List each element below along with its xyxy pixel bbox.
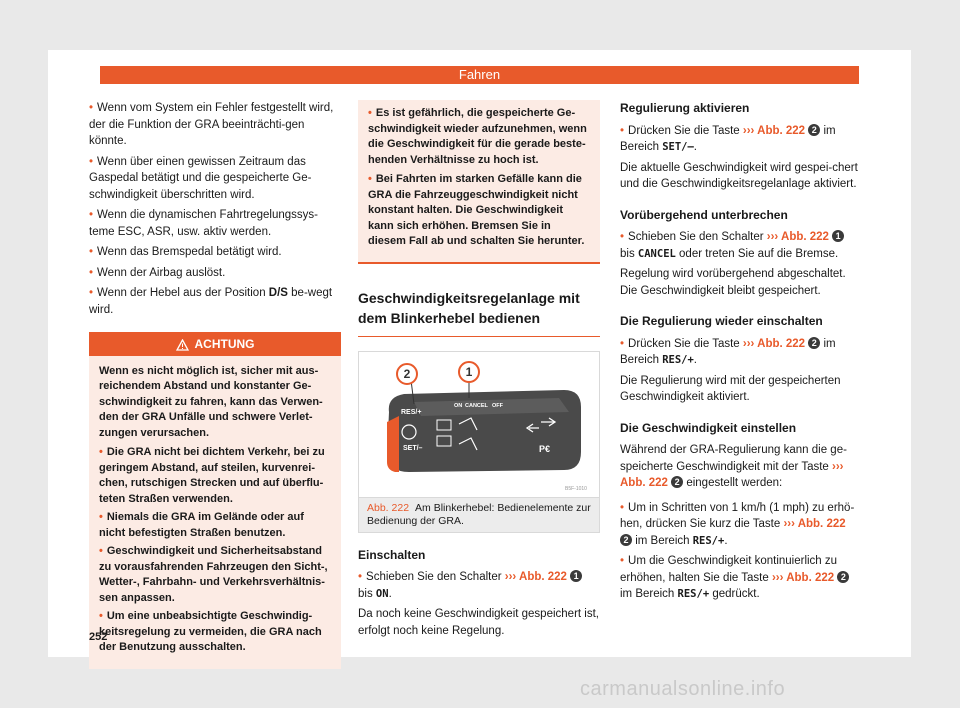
- figure-lever: [358, 351, 600, 498]
- paragraph: Die Regulierung wird mit der gespeicherten Geschwindigkeit aktiviert.: [620, 374, 841, 403]
- warning-triangle-icon: [176, 339, 189, 351]
- watermark: carmanualsonline.info: [580, 678, 786, 700]
- list-item: • Um in Schritten von 1 km/h (1 mph) zu erhö-hen, drücken Sie kurz die Taste ››› Abb. 222 2 im Bereich RES/+.: [620, 501, 855, 547]
- figure-link[interactable]: ››› Abb. 222: [766, 231, 829, 243]
- on-label: ON: [454, 402, 463, 409]
- list-item: • Um eine unbeabsichtigte Geschwindig-keitsregelung zu vermeiden, die GRA nach der Benutzung ausschalten.: [99, 610, 322, 653]
- heading-wieder-einschalten: Die Regulierung wieder einschalten: [620, 314, 823, 328]
- figure-link[interactable]: ››› Abb. 222: [783, 518, 846, 530]
- warning-box-continued: [358, 100, 600, 264]
- page-number: 252: [89, 631, 108, 643]
- paragraph: Da noch keine Geschwindigkeit gespeichert ist, erfolgt noch keine Regelung.: [358, 608, 599, 637]
- callout-1: 1: [465, 364, 473, 379]
- column-2: [358, 100, 600, 647]
- figure-link[interactable]: ››› Abb. 222: [771, 571, 835, 584]
- paragraph: Regelung wird vorübergehend abgeschaltet. Die Geschwindigkeit bleibt gespeichert.: [620, 268, 846, 297]
- figure-link[interactable]: ››› Abb. 222: [742, 124, 806, 137]
- paragraph: Während der GRA-Regulierung kann die ge-speicherte Geschwindigkeit mit der Taste ››› Abb. 222 2 eingestellt werden:: [620, 444, 847, 489]
- paragraph: Die aktuelle Geschwindigkeit wird gespei-chert und die Geschwindigkeitsregelanlage aktiviert.: [620, 161, 858, 190]
- list-item: • Wenn über einen gewissen Zeitraum das Gaspedal betätigt und die gespeicherte Ge-schwindigkeit überschritten wird.: [89, 155, 312, 201]
- list-item: • Wenn das Bremspedal betätigt wird.: [89, 246, 282, 258]
- list-item: • Wenn vom System ein Fehler festgestellt wird, der die Funktion der GRA beeinträchti-gen könnte.: [89, 102, 334, 147]
- section-title: Geschwindigkeitsregelanlage mit dem Blinkerhebel bedienen: [358, 288, 600, 337]
- figure-link[interactable]: ››› Abb. 222: [504, 571, 567, 583]
- svg-text:P€: P€: [539, 443, 551, 454]
- list-item: • Wenn die dynamischen Fahrtregelungssys-teme ESC, ASR, usw. aktiv werden.: [89, 209, 318, 238]
- list-item: • Drücken Sie die Taste ››› Abb. 222 2 im Bereich SET/–.: [620, 124, 836, 153]
- list-item: • Bei Fahrten im starken Gefälle kann die GRA die Fahrzeuggeschwindigkeit nicht konstant halten. Die Geschwindigkeit kann sich erhöhen. Bremsen Sie in diesem Fall ab und schalten Sie herunter.: [368, 173, 585, 247]
- cancel-label: CANCEL: [465, 402, 488, 409]
- list-item: • Drücken Sie die Taste ››› Abb. 222 2 im Bereich RES/+.: [620, 337, 836, 366]
- figure-link[interactable]: ››› Abb. 222: [742, 337, 806, 350]
- heading-einschalten: Einschalten: [358, 547, 426, 562]
- heading-unterbrechen: Vorübergehend unterbrechen: [620, 207, 788, 222]
- warning-title: ACHTUNG: [194, 337, 255, 351]
- heading-einstellen: Die Geschwindigkeit einstellen: [620, 420, 797, 435]
- figure-caption: Abb. 222 Am Blinkerhebel: Bedienelemente zur Bedienung der GRA.: [358, 498, 600, 533]
- list-item: • Geschwindigkeit und Sicherheitsabstand zu vorausfahrenden Fahrzeugen den Sicht-, Wetter-, Fahrbahn- und Verkehrsverhältnis-sen anpassen.: [99, 545, 328, 604]
- heading-regulierung-aktivieren: Regulierung aktivieren: [620, 101, 750, 115]
- list-item: • Wenn der Hebel aus der Position D/S be-wegt wird.: [89, 287, 333, 316]
- list-item: • Schieben Sie den Schalter ››› Abb. 222 1 bis CANCEL oder treten Sie auf die Bremse.: [620, 229, 860, 262]
- column-3: [620, 100, 860, 607]
- figure-link[interactable]: ››› Abb. 222: [620, 460, 844, 489]
- list-item: • Niemals die GRA im Gelände oder auf nicht befestigten Straßen benutzen.: [99, 511, 304, 539]
- warning-intro: Wenn es nicht möglich ist, sicher mit aus-reichendem Abstand und konstanter Ge-schwindigkeit zu fahren, kann das Verwen-den der GRA Unfälle und schwere Verlet-zungen verursachen.: [99, 364, 323, 439]
- list-item: • Schieben Sie den Schalter ››› Abb. 222 1 bis ON.: [358, 569, 600, 602]
- lever-illustration: [359, 352, 599, 497]
- list-item: • Es ist gefährlich, die gespeicherte Ge-schwindigkeit wieder aufzunehmen, wenn die Geschwindigkeit für die gerade beste-henden Verhältnisse zu hoch ist.: [368, 107, 587, 166]
- figure-code: B5F-1010: [565, 485, 587, 492]
- list-item: • Die GRA nicht bei dichtem Verkehr, bei zu geringem Abstand, auf steilen, kurvenrei-chen, rutschigen Strecken und auf überflu-teten Straßen verwenden.: [99, 446, 325, 505]
- off-label: OFF: [492, 402, 503, 409]
- set-label: SET/–: [403, 444, 423, 452]
- callout-2: 2: [403, 366, 411, 381]
- warning-box: [89, 332, 341, 669]
- res-label: RES/+: [401, 408, 422, 416]
- page-header: [100, 66, 859, 84]
- list-item: • Um die Geschwindigkeit kontinuierlich zu erhöhen, halten Sie die Taste ››› Abb. 222 2 im Bereich RES/+ gedrückt.: [620, 553, 860, 603]
- column-1: [89, 100, 341, 669]
- list-item: • Wenn der Airbag auslöst.: [89, 266, 226, 279]
- warning-header: [89, 334, 341, 356]
- header-title: Fahren: [458, 67, 501, 82]
